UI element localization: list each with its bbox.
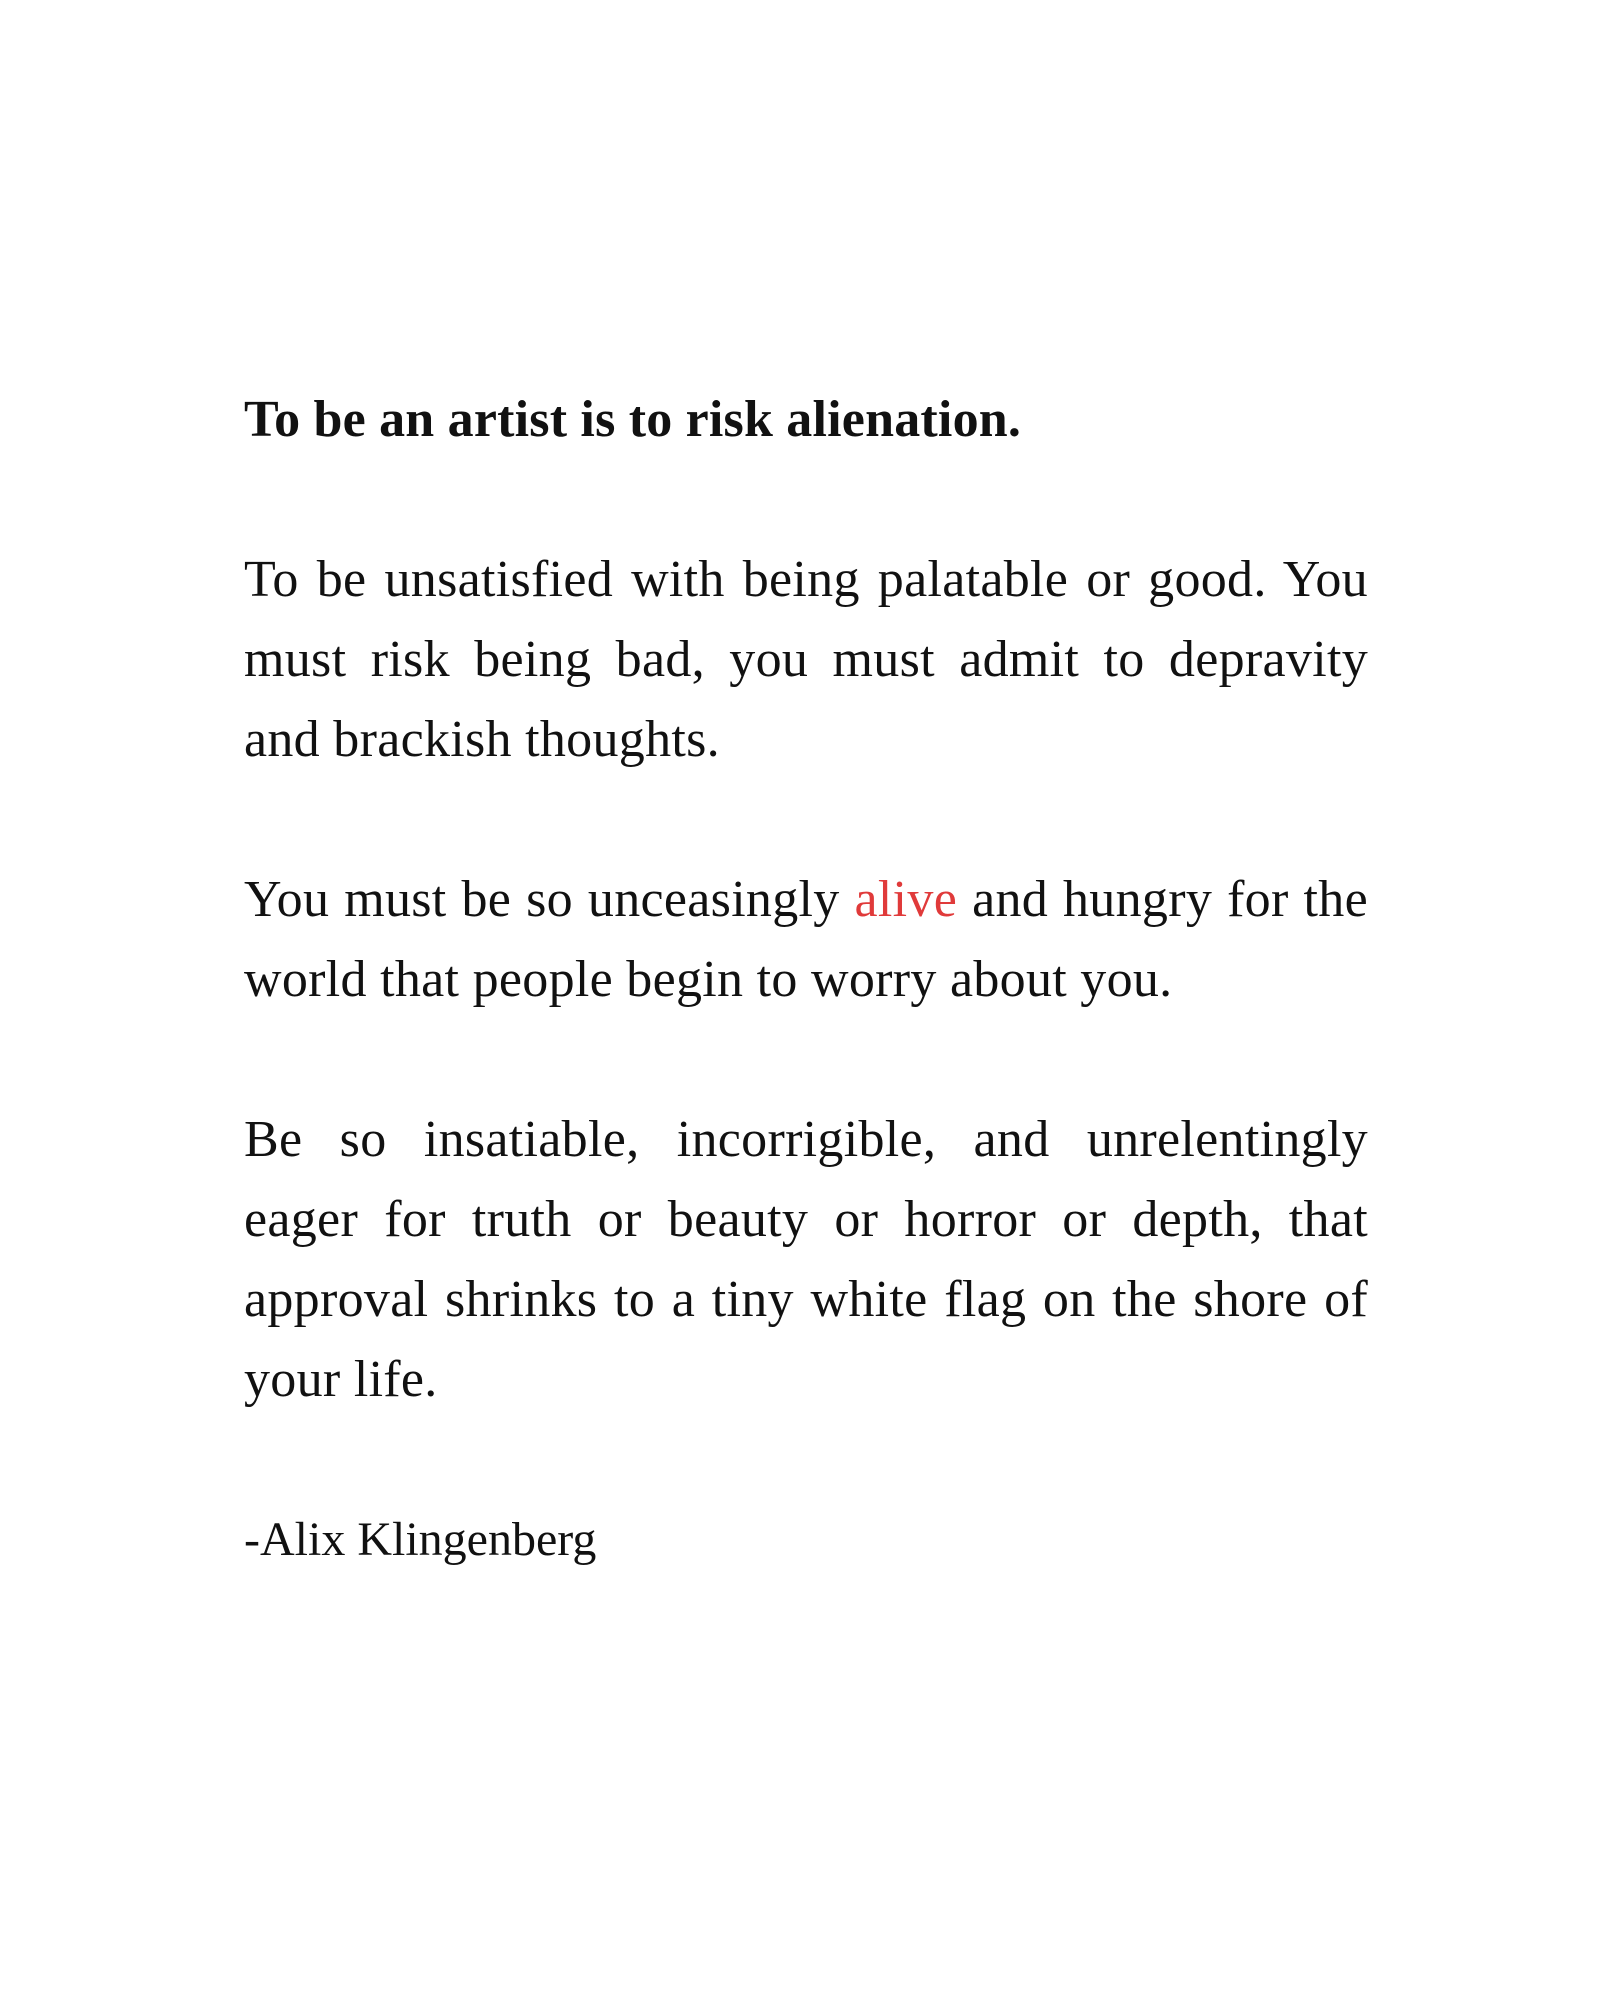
paragraph-2-before: You must be so unceasingly [244,871,855,928]
paragraph-1: To be unsatisfied with being palatable or good. You must risk being bad, you must admit to depravity and brackish thoughts. [244,551,1368,768]
paragraph-2 [244,860,1368,1020]
author-attribution: -Alix Klingenberg [244,1513,597,1566]
highlight-word: alive [854,871,958,928]
quote-title: To be an artist is to risk alienation. [244,391,1022,448]
paragraph-3: Be so insatiable, incorrigible, and unrelentingly eager for truth or beauty or horror or depth, that approval shrinks to a tiny white flag on the shore of your life. [244,1111,1368,1408]
quote-block [244,380,1368,1580]
paragraph-2-after: and hungry for the world that people begin to worry about you. [244,871,1368,1008]
